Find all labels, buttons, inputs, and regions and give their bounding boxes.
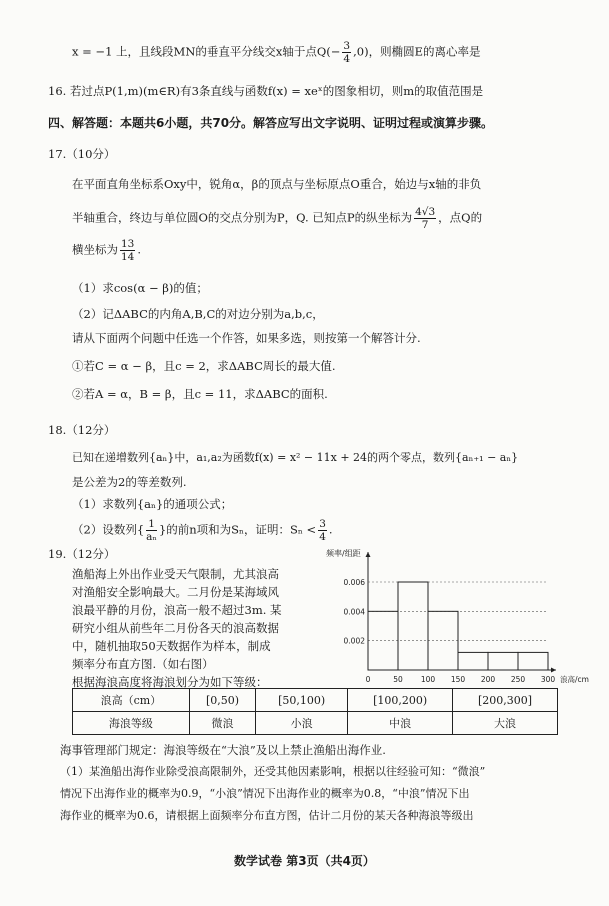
q18-sub2: （2）设数列{ $\frac{1}{\text{aₙ}}$ }的前n项和为Sₙ，证明：Sₙ < $\frac{3}{4}$ .	[72, 518, 333, 543]
x-tick-label: 0	[365, 675, 371, 684]
q19-line: 根据海浪高度将海浪划分为如下等级：	[72, 675, 268, 689]
y-tick-label: 0.006	[343, 578, 365, 587]
table-cell: [100,200)	[348, 689, 453, 712]
y-axis-label: 频率/组距	[326, 549, 361, 558]
frequency-histogram	[318, 546, 589, 688]
table-cell: [50,100)	[256, 689, 348, 712]
q19-number: 19.（12分）	[48, 547, 116, 561]
q17-sub1: （1）求cos(α − β)的值；	[72, 281, 208, 295]
table-cell: [0,50)	[189, 689, 255, 712]
table-cell: 小浪	[256, 712, 348, 735]
fraction: $\frac{4√3}{7}$	[415, 206, 436, 231]
q18-text: 是公差为2的等差数列.	[72, 475, 187, 489]
q19-after: 海事管理部门规定：海浪等级在“大浪”及以上禁止渔船出海作业.	[60, 743, 386, 757]
table-cell: 大浪	[453, 712, 558, 735]
q18-number: 18.（12分）	[48, 423, 116, 437]
q19-line: 对渔船安全影响最大。二月份是某海域风	[72, 585, 279, 599]
q17-option-1: ①若C = α − β，且c = 2，求ΔABC周长的最大值.	[72, 359, 336, 373]
page-footer: 数学试卷 第3页（共4页）	[234, 854, 375, 868]
section-heading: 四、解答题：本题共6小题，共70分。解答应写出文字说明、证明过程或演算步骤。	[48, 116, 494, 130]
y-axis-arrow	[366, 552, 371, 557]
y-tick-label: 0.002	[343, 636, 365, 646]
fraction: $\frac{13}{14}$	[121, 238, 135, 263]
question-16: 16. 若过点P(1,m)(m∈R)有3条直线与函数f(x) = xeˣ的图象相切，则m的取值范围是	[48, 84, 484, 98]
table-cell: 浪高（cm）	[73, 689, 190, 712]
histogram-bar	[458, 652, 488, 670]
q19-line: 中，随机抽取50天数据作为样本，制成	[72, 639, 271, 653]
prev-question-tail: x = −1 上，且线段MN的垂直平分线交x轴于点Q(− $\frac{3}{4}$ ,0)，则椭圆E的离心率是	[72, 40, 481, 65]
histogram-bar	[518, 652, 548, 670]
table-cell: [200,300]	[453, 689, 558, 712]
wave-grade-table	[72, 688, 558, 735]
y-tick-label: 0.004	[343, 607, 365, 617]
q19-line: 渔船海上外出作业受天气限制，尤其浪高	[72, 567, 279, 581]
x-tick-label: 100	[420, 675, 436, 684]
x-axis-label: 浪高/cm	[560, 675, 589, 684]
q17-number: 17.（10分）	[48, 147, 116, 161]
q17-choose: 请从下面两个问题中任选一个作答，如果多选，则按第一个解答计分.	[72, 331, 421, 345]
x-tick-label: 200	[480, 675, 496, 684]
x-tick-label: 50	[393, 675, 403, 684]
q18-text: 已知在递增数列{aₙ}中，a₁,a₂为函数f(x) = x² − 11x + 24的两个零点，数列{aₙ₊₁ − aₙ}	[72, 451, 519, 464]
fraction: $\frac{3}{4}$	[319, 518, 326, 543]
fraction: $\frac{1}{\text{aₙ}}$	[146, 518, 157, 543]
q17-text: 半轴重合，终边与单位圆O的交点分别为P，Q. 已知点P的纵坐标为 $\frac{4√3}{7}$ ，点Q的	[72, 206, 483, 231]
q18-sub1: （1）求数列{aₙ}的通项公式；	[72, 497, 233, 511]
x-tick-label: 150	[450, 675, 466, 684]
q17-text: 横坐标为 $\frac{13}{14}$ .	[72, 238, 142, 263]
q19-line: 频率分布直方图.（如右图）	[72, 657, 214, 671]
table-row	[73, 689, 558, 712]
q19-line: 研究小组从前些年二月份各天的浪高数据	[72, 621, 279, 635]
x-axis-arrow	[551, 668, 556, 673]
table-row	[73, 712, 558, 735]
q19-after: 海作业的概率为0.6，请根据上面频率分布直方图，估计二月份的某天各种海浪等级出	[60, 809, 474, 822]
q19-after: 情况下出海作业的概率为0.9，“小浪”情况下出海作业的概率为0.8，“中浪”情况下出	[60, 787, 470, 800]
table-cell: 微浪	[189, 712, 255, 735]
table-cell: 中浪	[348, 712, 453, 735]
q17-sub2: （2）记ΔABC的内角A,B,C的对边分别为a,b,c，	[72, 307, 324, 321]
x-tick-label: 250	[510, 675, 526, 684]
table-cell: 海浪等级	[73, 712, 190, 735]
histogram-bar	[488, 652, 518, 670]
q17-text: 在平面直角坐标系Oxy中，锐角α，β的顶点与坐标原点O重合，始边与x轴的非负	[72, 177, 482, 191]
q17-option-2: ②若A = α，B = β，且c = 11，求ΔABC的面积.	[72, 387, 328, 401]
fraction: $\frac{3}{4}$	[343, 40, 351, 65]
q19-after: （1）某渔船出海作业除受浪高限制外，还受其他因素影响，根据以往经验可知：“微浪”	[60, 765, 486, 778]
x-tick-label: 300	[540, 675, 556, 684]
histogram-bar	[398, 582, 428, 670]
q19-line: 浪最平静的月份，浪高一般不超过3m. 某	[72, 603, 282, 617]
